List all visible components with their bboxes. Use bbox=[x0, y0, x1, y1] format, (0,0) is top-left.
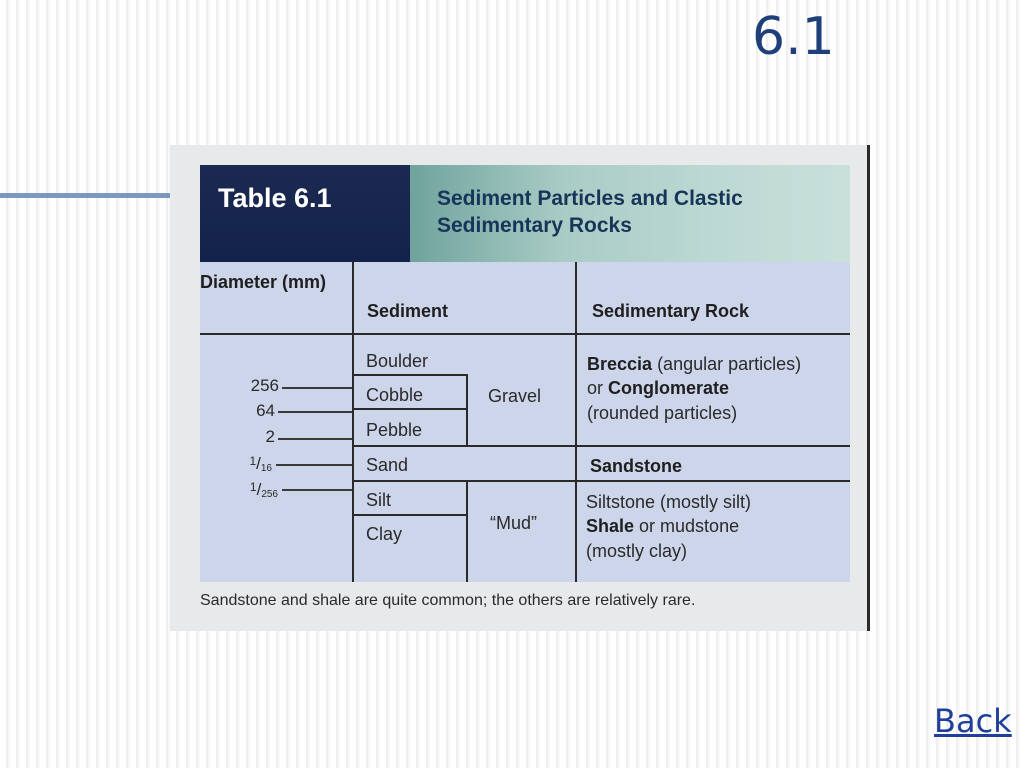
rock-sandstone: Sandstone bbox=[590, 456, 683, 476]
sediment-pebble: Pebble bbox=[366, 420, 423, 440]
header-rock: Sedimentary Rock bbox=[592, 301, 750, 321]
header-diameter: Diameter (mm) bbox=[200, 272, 327, 292]
col-divider-diameter bbox=[352, 262, 354, 582]
rule-gravel-sand bbox=[352, 445, 850, 447]
tick-label-1-16: $^1$/16 bbox=[249, 454, 272, 474]
table-title: Table 6.1 bbox=[218, 183, 332, 213]
back-link[interactable]: Back bbox=[934, 702, 1012, 740]
rock-conglomerate: or Conglomerate bbox=[587, 378, 730, 398]
slide-number: 6.1 bbox=[752, 7, 835, 67]
tick-label-1-256: $^1$/256 bbox=[249, 480, 278, 500]
table-figure bbox=[170, 145, 870, 631]
rule-sand-mud bbox=[352, 480, 850, 482]
rock-shale: Shale or mudstone bbox=[586, 516, 740, 536]
figure-border bbox=[867, 145, 870, 631]
sediment-sand: Sand bbox=[366, 455, 409, 475]
rule-cobble-pebble bbox=[352, 408, 466, 410]
tick-label-2: 2 bbox=[265, 427, 275, 446]
rock-siltstone: Siltstone (mostly silt) bbox=[586, 492, 752, 512]
table-subtitle: Sediment Particles and Clastic Sedimentary Rocks bbox=[437, 187, 743, 237]
col-divider-rock bbox=[575, 262, 577, 582]
header-sediment: Sediment bbox=[367, 301, 449, 321]
group-gravel: Gravel bbox=[488, 386, 542, 406]
sediment-cobble: Cobble bbox=[366, 385, 424, 405]
table-caption: Sandstone and shale are quite common; the others are relatively rare. bbox=[200, 592, 696, 609]
rock-conglomerate-note: (rounded particles) bbox=[587, 403, 738, 423]
tick-2 bbox=[278, 438, 352, 440]
table-body bbox=[200, 262, 850, 582]
mud-divider bbox=[466, 482, 468, 582]
accent-line bbox=[0, 193, 172, 198]
rule-boulder-cobble bbox=[352, 374, 466, 376]
table-header bbox=[200, 165, 850, 262]
group-mud: “Mud” bbox=[490, 513, 538, 533]
sediment-boulder: Boulder bbox=[366, 351, 429, 371]
tick-64 bbox=[278, 411, 352, 413]
tick-label-256: 256 bbox=[250, 376, 279, 395]
tick-256 bbox=[282, 387, 352, 389]
gravel-divider bbox=[466, 374, 468, 446]
tick-label-64: 64 bbox=[256, 401, 275, 420]
sediment-clay: Clay bbox=[366, 524, 403, 544]
rock-breccia: Breccia (angular particles) bbox=[587, 354, 802, 374]
header-rule bbox=[200, 333, 850, 335]
rock-shale-note: (mostly clay) bbox=[586, 541, 688, 561]
subtitle-box bbox=[410, 165, 850, 262]
sediment-silt: Silt bbox=[366, 490, 392, 510]
rule-silt-clay bbox=[352, 514, 466, 516]
tick-1-256 bbox=[282, 489, 352, 491]
tick-1-16 bbox=[276, 464, 352, 466]
